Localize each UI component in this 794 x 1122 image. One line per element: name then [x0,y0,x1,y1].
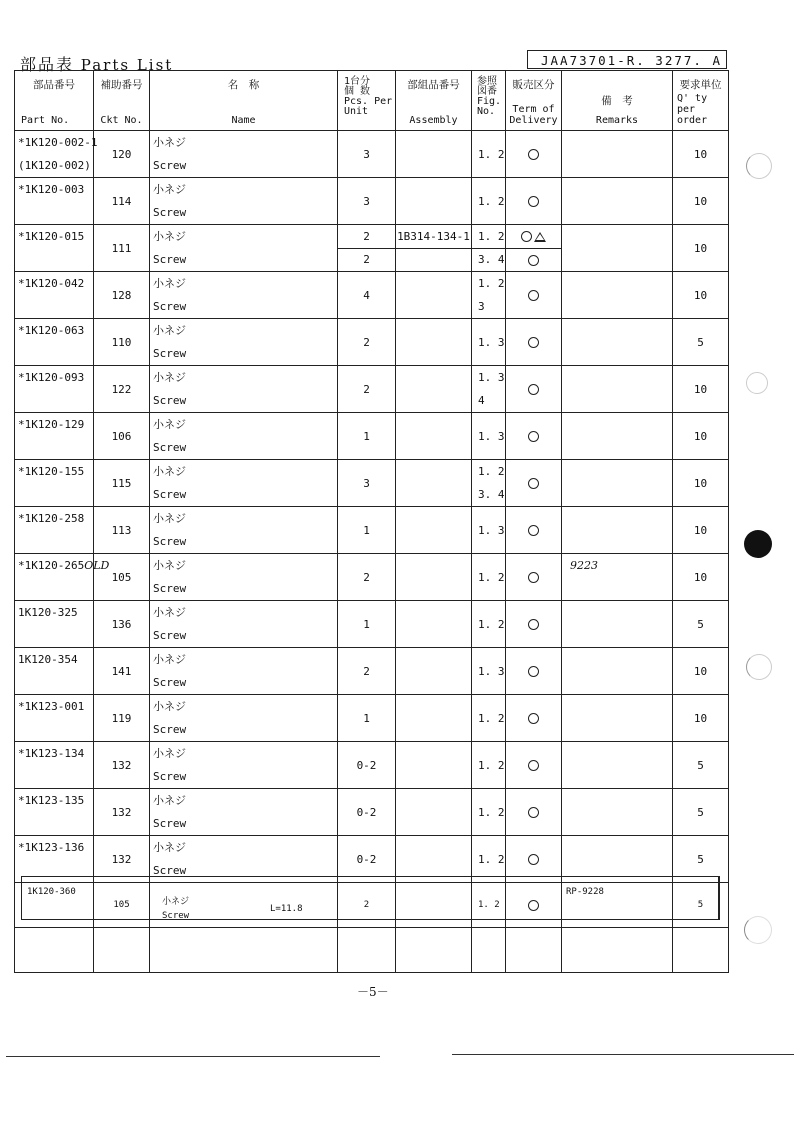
term-cell [506,225,562,249]
table-row [15,178,729,225]
part-number-cell: *1K120-063 [15,319,94,366]
pcs-cell: 1 [338,413,396,460]
circle-mark-icon [528,384,539,395]
term-cell [506,131,562,178]
document-number: JAA73701-R. 3277. A [527,50,727,69]
assembly-cell [396,413,472,460]
fig-cell: 1. 2 [472,131,506,178]
remarks-cell [562,131,673,178]
pcs-cell: 0-2 [338,836,396,883]
name-cell: 小ネジ Screw [150,648,338,695]
pcs-cell: 1 [338,507,396,554]
col-assembly: 部組品番号 Assembly [396,71,472,131]
term-cell [506,272,562,319]
punch-hole [746,153,772,179]
term-cell [506,319,562,366]
pcs-cell: 1 [338,601,396,648]
title-en: Parts List [80,56,174,74]
title-jp: 部品表 [20,55,75,74]
table-row [15,742,729,789]
remarks-cell [562,319,673,366]
empty-cell [506,928,562,973]
handwritten-remark: 9223 [570,559,598,572]
pcs-cell: 4 [338,272,396,319]
remarks-cell [562,413,673,460]
table-row [15,554,729,601]
assembly-cell [396,883,472,928]
circle-mark-icon [528,854,539,865]
part-number-cell: 1K120-360 [15,883,94,928]
fig-cell: 1. 2 [472,601,506,648]
part-number-cell: *1K123-136 [15,836,94,883]
qty-cell: 10 [673,695,729,742]
table-row [15,413,729,460]
part-number-cell: *1K120-002-1 (1K120-002) [15,131,94,178]
assembly-cell [396,507,472,554]
assembly-cell [396,742,472,789]
fig-cell: 1. 3 [472,319,506,366]
part-number-cell: *1K120-129 [15,413,94,460]
name-cell: 小ネジ Screw [150,601,338,648]
name-cell: 小ネジ Screw [150,131,338,178]
punch-hole [744,916,772,944]
pcs-cell: 3 [338,131,396,178]
remarks-cell [562,507,673,554]
table-row [15,319,729,366]
table-row [15,460,729,507]
ckt-number-cell: 113 [94,507,150,554]
name-cell: 小ネジ Screw [150,413,338,460]
part-number-cell: *1K120-265OLD [15,554,94,601]
fig-cell: 1. 2 [472,836,506,883]
fig-cell: 1. 3 [472,507,506,554]
remarks-cell [562,272,673,319]
ckt-number-cell: 115 [94,460,150,507]
assembly-cell [396,178,472,225]
pcs-cell: 2 [338,648,396,695]
table-row [15,366,729,413]
assembly-cell [396,836,472,883]
qty-cell: 10 [673,272,729,319]
pcs-cell: 2 [338,554,396,601]
assembly-cell [396,248,472,272]
assembly-cell [396,789,472,836]
ckt-number-cell: 105 [94,554,150,601]
parts-table [14,70,729,973]
empty-cell [562,928,673,973]
qty-cell: 10 [673,648,729,695]
remarks-cell [562,554,673,601]
remarks-cell [562,366,673,413]
qty-cell: 5 [673,883,729,928]
col-ckt-no: 補助番号 Ckt No. [94,71,150,131]
qty-cell: 10 [673,366,729,413]
footer-rule-left [6,1056,380,1057]
qty-cell: 5 [673,742,729,789]
col-fig: 参照 図番 Fig. No. [472,71,506,131]
part-number-cell: 1K120-354 [15,648,94,695]
punch-hole [744,530,772,558]
term-cell [506,883,562,928]
part-number-cell: *1K123-135 [15,789,94,836]
fig-cell: 1. 2 3. 4 [472,460,506,507]
remarks-cell [562,836,673,883]
fig-cell: 1. 2 [472,554,506,601]
pcs-cell: 0-2 [338,742,396,789]
punch-hole [746,372,768,394]
col-qty: 要求単位 Q' ty per order [673,71,729,131]
col-remarks: 備 考 Remarks [562,71,673,131]
table-row [15,225,729,249]
circle-mark-icon [528,900,539,911]
term-cell [506,789,562,836]
part-number-cell: *1K120-093 [15,366,94,413]
term-cell [506,601,562,648]
empty-cell [472,928,506,973]
ckt-number-cell: 114 [94,178,150,225]
fig-cell: 1. 2 [472,789,506,836]
pcs-cell: 2 [338,319,396,366]
remarks-cell [562,789,673,836]
qty-cell: 5 [673,789,729,836]
handwritten-old-note: OLD [84,559,110,572]
name-cell: 小ネジ Screw [150,695,338,742]
part-number-cell: *1K120-258 [15,507,94,554]
qty-cell: 5 [673,601,729,648]
fig-cell: 1. 3 [472,413,506,460]
fig-cell: 3. 4 [472,248,506,272]
circle-mark-icon [528,255,539,266]
fig-cell: 1. 2 [472,742,506,789]
col-part-no: 部品番号 Part No. [15,71,94,131]
ckt-number-cell: 141 [94,648,150,695]
assembly-cell: 1B314-134-1 [396,225,472,249]
remarks-cell [562,695,673,742]
fig-cell: 1. 2 [472,225,506,249]
remarks-cell [562,742,673,789]
pcs-cell: 3 [338,460,396,507]
name-cell: 小ネジ Screw [150,836,338,883]
col-pcs: 1台分 個 数 Pcs. Per Unit [338,71,396,131]
table-row [15,131,729,178]
table-row [15,272,729,319]
table-row [15,695,729,742]
part-number-cell: *1K123-001 [15,695,94,742]
table-row-empty [15,928,729,973]
name-cell: 小ネジ Screw [150,789,338,836]
pcs-cell: 2 [338,225,396,249]
assembly-cell [396,554,472,601]
remarks-cell [562,225,673,272]
assembly-cell [396,272,472,319]
qty-cell: 5 [673,836,729,883]
qty-cell: 10 [673,413,729,460]
ckt-number-cell: 106 [94,413,150,460]
remarks-cell [562,460,673,507]
circle-mark-icon [528,290,539,301]
part-number-cell: *1K120-155 [15,460,94,507]
term-cell [506,554,562,601]
ckt-number-cell: 110 [94,319,150,366]
fig-cell: 1. 3 4 [472,366,506,413]
ckt-number-cell: 120 [94,131,150,178]
term-cell [506,742,562,789]
assembly-cell [396,460,472,507]
fig-cell: 1. 2 3 [472,272,506,319]
ckt-number-cell: 122 [94,366,150,413]
term-cell [506,366,562,413]
circle-mark-icon [528,196,539,207]
part-number-cell: *1K120-042 [15,272,94,319]
circle-mark-icon [528,525,539,536]
col-name: 名 称 Name [150,71,338,131]
term-cell [506,413,562,460]
assembly-cell [396,366,472,413]
circle-mark-icon [528,807,539,818]
qty-cell: 10 [673,460,729,507]
fig-cell: 1. 3 [472,648,506,695]
empty-cell [15,928,94,973]
ckt-number-cell: 105 [94,883,150,928]
assembly-cell [396,601,472,648]
ckt-number-cell: 132 [94,836,150,883]
ckt-number-cell: 136 [94,601,150,648]
term-cell [506,248,562,272]
qty-cell: 10 [673,554,729,601]
term-cell [506,460,562,507]
part-number-cell: *1K120-015 [15,225,94,272]
name-cell: 小ネジ Screw [150,460,338,507]
name-cell: 小ネジ L=11.8 Screw [150,883,338,928]
page-number: －5－ [357,985,389,999]
qty-cell: 10 [673,507,729,554]
circle-mark-icon [528,760,539,771]
name-cell: 小ネジ Screw [150,742,338,789]
ckt-number-cell: 128 [94,272,150,319]
term-cell [506,836,562,883]
circle-mark-icon [528,666,539,677]
part-number-cell: *1K120-003 [15,178,94,225]
table-row [15,648,729,695]
pcs-cell: 2 [338,366,396,413]
term-cell [506,695,562,742]
empty-cell [150,928,338,973]
pcs-cell: 0-2 [338,789,396,836]
assembly-cell [396,695,472,742]
ckt-number-cell: 119 [94,695,150,742]
pcs-cell: 3 [338,178,396,225]
term-cell [506,507,562,554]
assembly-cell [396,131,472,178]
table-row [15,789,729,836]
remarks-cell: RP-9228 [562,883,673,928]
assembly-cell [396,319,472,366]
name-cell: 小ネジ Screw [150,366,338,413]
name-cell: 小ネジ Screw [150,554,338,601]
term-cell [506,178,562,225]
qty-cell: 10 [673,131,729,178]
remarks-cell [562,648,673,695]
circle-mark-icon [528,713,539,724]
table-row-inserted [15,883,729,928]
table-row [15,507,729,554]
name-cell: 小ネジ Screw [150,507,338,554]
circle-mark-icon [528,619,539,630]
part-number-cell: *1K123-134 [15,742,94,789]
remarks-cell [562,178,673,225]
circle-mark-icon [528,572,539,583]
fig-cell: 1. 2 [472,178,506,225]
qty-cell: 10 [673,225,729,272]
name-cell: 小ネジ Screw [150,319,338,366]
header-row [15,71,729,131]
pcs-cell: 2 [338,248,396,272]
triangle-mark-icon [534,232,546,242]
pcs-cell: 2 [338,883,396,928]
table-row [15,836,729,883]
name-cell: 小ネジ Screw [150,272,338,319]
table-row [15,601,729,648]
ckt-number-cell: 132 [94,789,150,836]
term-cell [506,648,562,695]
qty-cell: 5 [673,319,729,366]
fig-cell: 1. 2 [472,695,506,742]
empty-cell [338,928,396,973]
ckt-number-cell: 132 [94,742,150,789]
fig-cell: 1. 2 [472,883,506,928]
circle-mark-icon [521,231,532,242]
empty-cell [673,928,729,973]
pcs-cell: 1 [338,695,396,742]
assembly-cell [396,648,472,695]
name-cell: 小ネジ Screw [150,225,338,272]
circle-mark-icon [528,337,539,348]
remarks-cell [562,601,673,648]
qty-cell: 10 [673,178,729,225]
col-term: 販売区分 Term of Delivery [506,71,562,131]
circle-mark-icon [528,478,539,489]
circle-mark-icon [528,149,539,160]
empty-cell [94,928,150,973]
ckt-number-cell: 111 [94,225,150,272]
part-number-cell: 1K120-325 [15,601,94,648]
empty-cell [396,928,472,973]
footer-rule-right [452,1054,794,1055]
circle-mark-icon [528,431,539,442]
name-cell: 小ネジ Screw [150,178,338,225]
punch-hole [746,654,772,680]
